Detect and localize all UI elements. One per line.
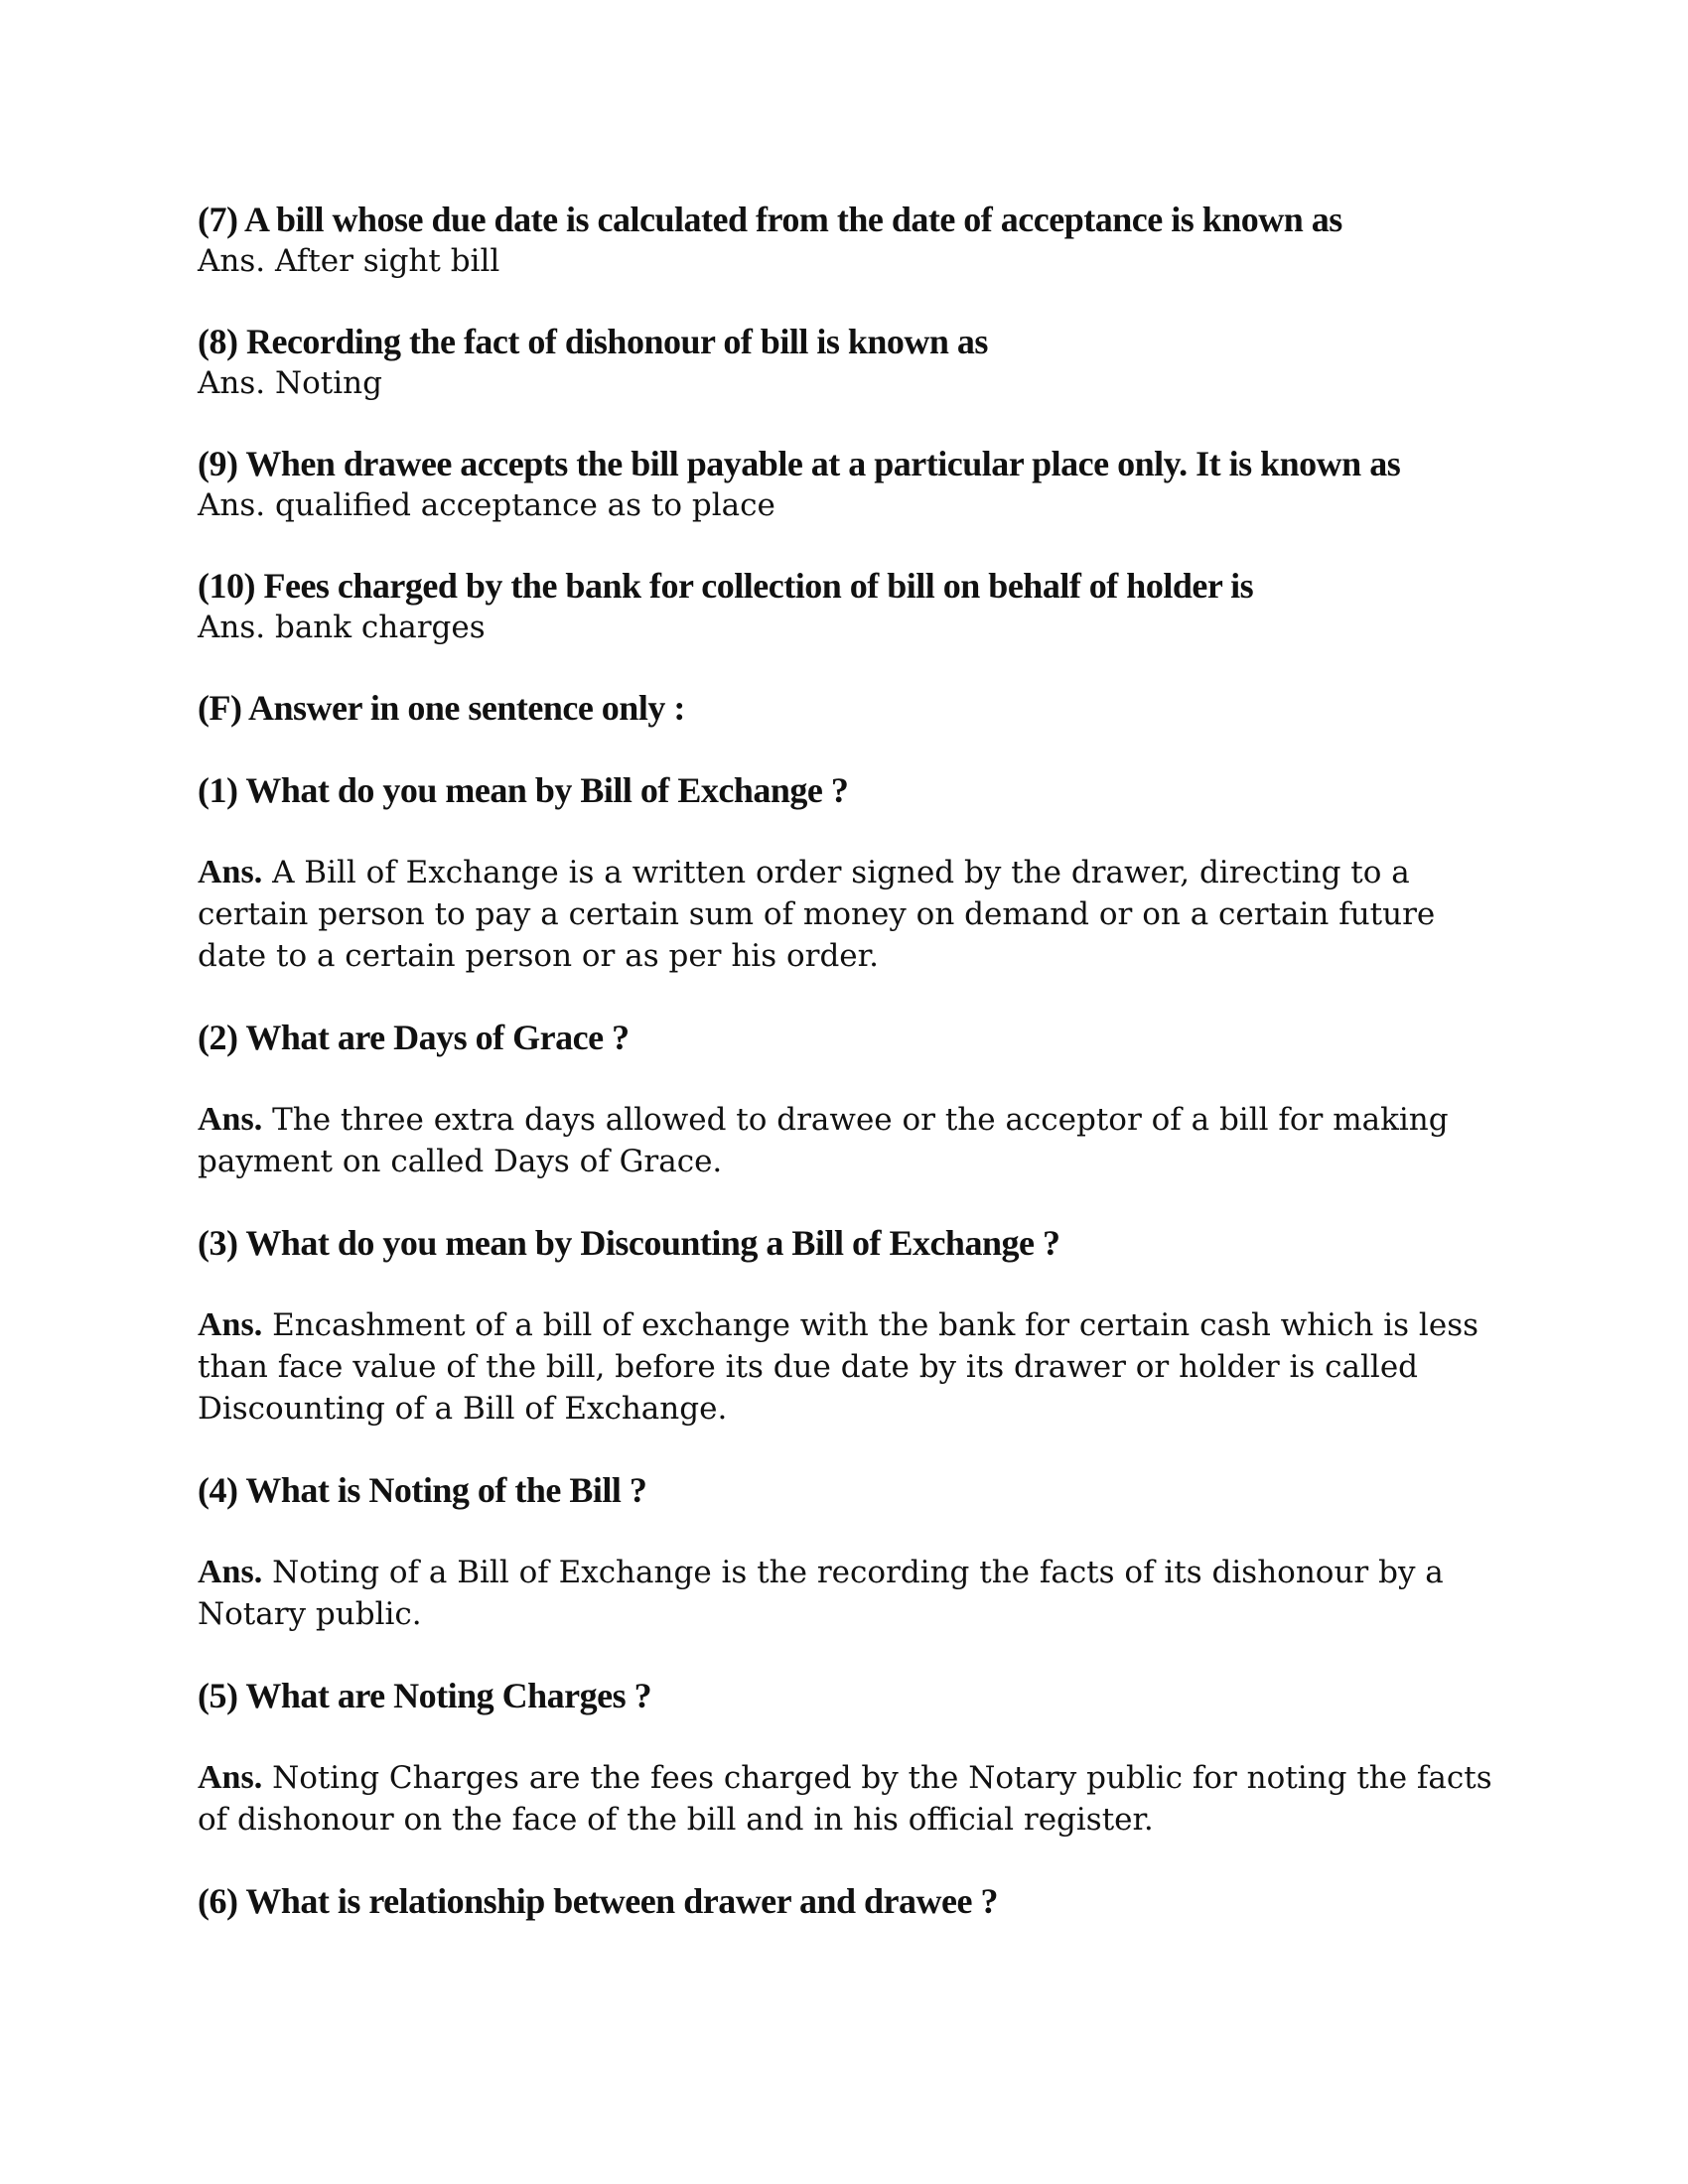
answer-body: The three extra days allowed to drawee or the acceptor of a bill for making payment on called Days of Grace. [198,1102,1449,1179]
answer-body: Noting Charges are the fees charged by the Notary public for noting the facts of dishonour on the face of the bill and in his official register. [198,1760,1492,1838]
question-text: (10) Fees charged by the bank for collection of bill on behalf of holder is [198,566,1254,606]
answer-text: Ans. qualified acceptance as to place [198,487,775,523]
mcq-item-8 [198,321,1508,404]
question-text: (8) Recording the fact of dishonour of bill is known as [198,322,988,361]
answer-text: Ans. Noting [198,365,382,401]
answer-text: Ans. bank charges [198,610,486,645]
section-f-heading: (F) Answer in one sentence only : [198,688,685,728]
one-sentence-question-6: (6) What is relationship between drawer and drawee ? [198,1881,998,1921]
one-sentence-answer-5 [198,1757,1508,1841]
one-sentence-answer-2 [198,1099,1508,1182]
mcq-item-7 [198,199,1508,282]
one-sentence-answer-1 [198,852,1508,977]
question-text: (9) When drawee accepts the bill payable at a particular place only. It is known as [198,444,1401,483]
mcq-item-10 [198,565,1508,648]
answer-label: Ans. [198,1554,263,1590]
question-text: (7) A bill whose due date is calculated from the date of acceptance is known as [198,200,1342,239]
answer-body: A Bill of Exchange is a written order signed by the drawer, directing to a certain person to pay a certain sum of money on demand or on a certain future date to a certain person or as per his order. [198,855,1436,974]
one-sentence-answer-3 [198,1304,1508,1430]
one-sentence-question-3: (3) What do you mean by Discounting a Bill of Exchange ? [198,1223,1060,1263]
answer-body: Noting of a Bill of Exchange is the recording the facts of its dishonour by a Notary public. [198,1555,1444,1632]
answer-text: Ans. After sight bill [198,243,500,279]
answer-label: Ans. [198,1101,263,1138]
one-sentence-answer-4 [198,1552,1508,1635]
one-sentence-question-1: (1) What do you mean by Bill of Exchange ? [198,770,849,810]
answer-label: Ans. [198,854,263,890]
mcq-item-9 [198,443,1508,526]
document-page [198,199,1508,1963]
one-sentence-question-5: (5) What are Noting Charges ? [198,1676,652,1715]
one-sentence-question-2: (2) What are Days of Grace ? [198,1018,630,1057]
answer-label: Ans. [198,1759,263,1796]
answer-body: Encashment of a bill of exchange with the bank for certain cash which is less than face value of the bill, before its due date by its drawer or holder is called Discounting of a Bill of Exchange. [198,1307,1479,1427]
answer-label: Ans. [198,1306,263,1343]
one-sentence-question-4: (4) What is Noting of the Bill ? [198,1470,647,1510]
